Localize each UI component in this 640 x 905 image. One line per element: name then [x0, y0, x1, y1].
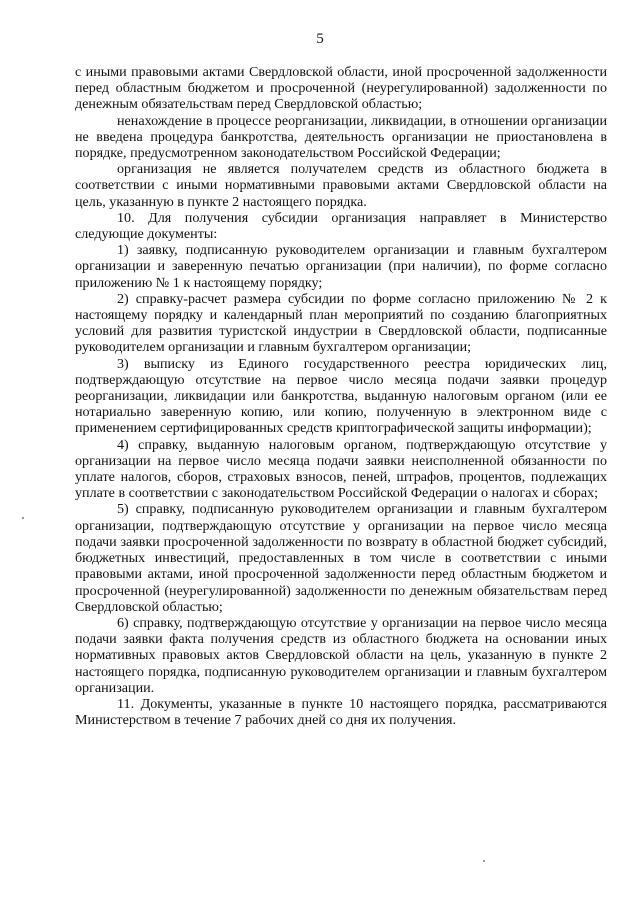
list-item: 3) выписку из Единого государственного реестра юридических лиц, подтверждающую отсутствие на первое число месяца подачи заявки процедур реорганизации, ликвидации или банкротства, выданную налоговым органом (или ее нотариально заверенную копию, или копию, полученную в электронном виде с применением сертифицированных средств криптографической защиты информации);: [75, 355, 607, 437]
list-item: 5) справку, подписанную руководителем организации и главным бухгалтером организации, подтверждающую отсутствие у организации на первое число месяца подачи заявки просроченной задолженности по возврату в областной бюджет субсидий, бюджетных инвестиций, предоставленных в том числе в соответствии с иными правовыми актами, иной просроченной задолженности перед областным бюджетом и просроченной (неурегулированной) задолженности по денежным обязательствам перед Свердловской областью;: [75, 501, 607, 615]
paragraph: с иными правовыми актами Свердловской области, иной просроченной задолженности перед областным бюджетом и просроченной (неурегулированной) задолженности по денежным обязательствам перед Свердловской областью;: [75, 64, 607, 113]
scan-speck: [483, 860, 485, 862]
page-number: 5: [316, 31, 324, 47]
list-item: 2) справку-расчет размера субсидии по форме согласно приложению № 2 к настоящему порядку и календарный план мероприятий по созданию благоприятных условий для развития туристской индустрии в Свердловской области, подписанные руководителем организации и главным бухгалтером организации;: [75, 290, 607, 356]
document-body: [75, 64, 607, 728]
paragraph: ненахождение в процессе реорганизации, ликвидации, в отношении организации не введена процедура банкротства, деятельность организации не приостановлена в порядке, предусмотренном законодательством Российской Федерации;: [75, 112, 607, 162]
scan-speck: [22, 517, 24, 519]
paragraph: организация не является получателем средств из областного бюджета в соответствии с иными нормативными правовыми актами Свердловской области на цель, указанную в пункте 2 настоящего порядка.: [75, 161, 607, 210]
list-item: 1) заявку, подписанную руководителем организации и главным бухгалтером организации и заверенную печатью организации (при наличии), по форме согласно приложению № 1 к настоящему порядку;: [75, 242, 607, 291]
paragraph: 10. Для получения субсидии организация направляет в Министерство следующие документы:: [75, 209, 607, 243]
list-item: 6) справку, подтверждающую отсутствие у организации на первое число месяца подачи заявки факта получения средств из областного бюджета на основании иных нормативных правовых актов Свердловской области на цель, указанную в пункте 2 настоящего порядка, подписанную руководителем организации и главным бухгалтером организации.: [75, 614, 607, 696]
list-item: 4) справку, выданную налоговым органом, подтверждающую отсутствие у организации на первое число месяца подачи заявки неисполненной обязанности по уплате налогов, сборов, страховых взносов, пеней, штрафов, процентов, подлежащих уплате в соответствии с законодательством Российской Федерации о налогах и сборах;: [75, 436, 607, 502]
paragraph: 11. Документы, указанные в пункте 10 настоящего порядка, рассматриваются Министерством в течение 7 рабочих дней со дня их получения.: [75, 695, 607, 729]
